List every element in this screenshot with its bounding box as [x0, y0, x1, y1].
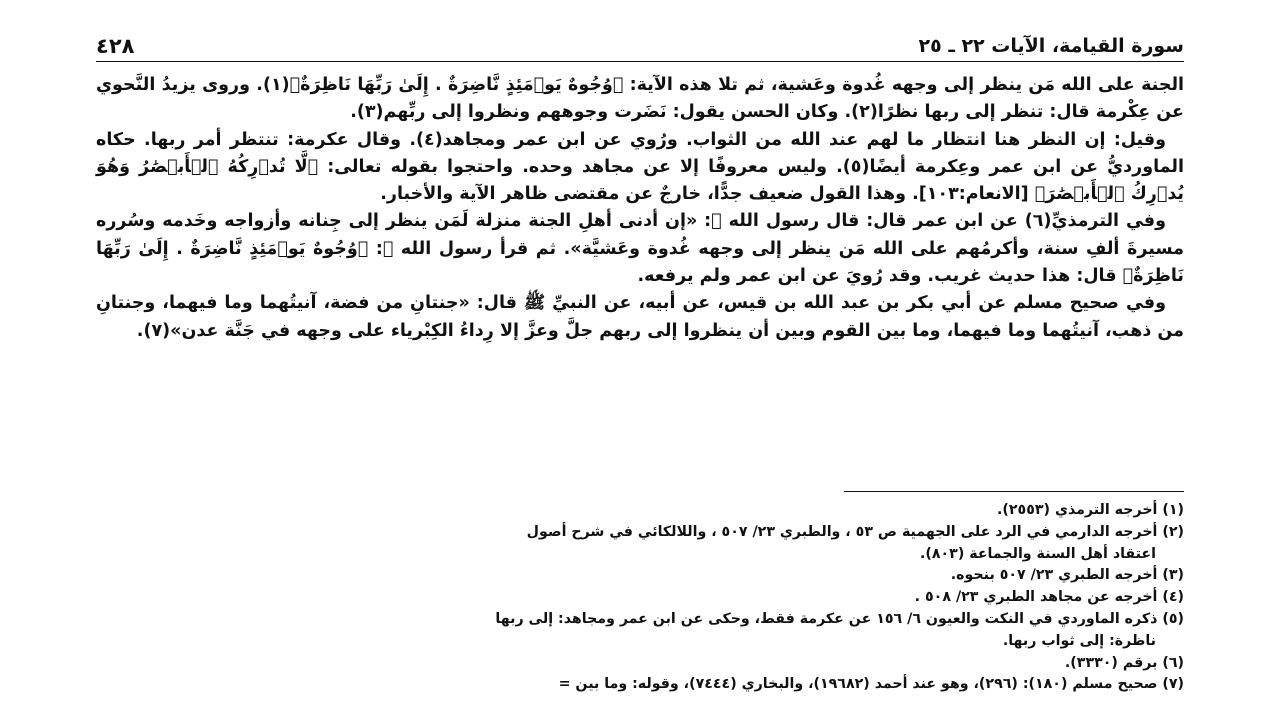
main-text [96, 72, 1184, 345]
footnote-1: (١) أخرجه الترمذي (٢٥٥٣). [997, 502, 1184, 518]
book-page [96, 34, 1184, 718]
header-divider [96, 61, 1184, 62]
footnote-2-continued: اعتقاد أهل السنة والجماعة (٨٠٣). [919, 545, 1156, 562]
page-header [96, 34, 1184, 60]
footnote-3: (٣) أخرجه الطبري ٢٣/ ٥٠٧ بنحوه. [950, 567, 1184, 584]
footnote-6: (٦) برقم (٣٣٣٠). [1064, 654, 1184, 671]
paragraph-2: وقيل: إن النظر هنا انتظار ما لهم عند الله من الثواب. ورُوي عن ابن عمر ومجاهد(٤). وقال عكرمة: تنتظر أمر ربها. حكاه الماورديُّ عن ابن عمر وعِكرمة أيضًا(٥). وليس معروفًا إلا عن مجاهد وحده. واحتجوا بقوله تعالى: ﴿لَّا تُدۡرِكُهُ ٱلۡأَبۡصَٰرُ وَهُوَ يُدۡرِكُ ٱلۡأَبۡصَٰرَ﴾ [الانعام:١٠٣]. وهذا القول ضعيف جدًّا، خارجٌ عن مقتضى ظاهر الآية والأخبار. [96, 129, 1184, 205]
page-number: ٤٢٨ [96, 34, 135, 58]
footnote-5-continued: ناظرة: إلى ثواب ربها. [1002, 632, 1156, 649]
paragraph-1: الجنة على الله مَن ينظر إلى وجهه غُدوة وعَشية، ثم تلا هذه الآية: ﴿وُجُوهٌ يَوۡمَئِذٍ نَّاضِرَةٌ . إِلَىٰ رَبِّهَا نَاظِرَةٌ﴾(١). وروى يزيدُ النَّحوي عن عِكْرمة قال: تنظر إلى ربها نظرًا(٢). وكان الحسن يقول: نَضَرت وجوههم ونظروا إلى ربِّهم(٣). [96, 75, 1185, 123]
surah-title: سورة القيامة، الآيات ٢٢ ـ ٢٥ [918, 35, 1184, 57]
footnotes-divider [844, 491, 1184, 492]
footnote-7: (٧) صحيح مسلم (١٨٠): (٢٩٦)، وهو عند أحمد (١٩٦٨٢)، والبخاري (٧٤٤٤)، وقوله: وما بين = [558, 676, 1184, 693]
footnote-2: (٢) أخرجه الدارمي في الرد على الجهمية ص ٥٣ ، والطبري ٢٣/ ٥٠٧ ، واللالكائي في شرح أصول [526, 523, 1184, 540]
footnote-4: (٤) أخرجه عن مجاهد الطبري ٢٣/ ٥٠٨ . [914, 589, 1184, 606]
paragraph-3: وفي الترمذيِّ(٦) عن ابن عمر قال: قال رسول الله ﷺ: «إن أدنى أهلِ الجنة منزلة لَمَن ينظر إلى جِنانه وأزواجه وخَدمه وسُرره مسيرةَ ألفِ سنة، وأكرمُهم على الله مَن ينظر إلى وجهه غُدوة وعَشيَّة». ثم قرأ رسول الله ﷺ: ﴿وُجُوهٌ يَوۡمَئِذٍ نَّاضِرَةٌ . إِلَىٰ رَبِّهَا نَاظِرَةٌ﴾ قال: هذا حديث غريب. وقد رُويَ عن ابن عمر ولم يرفعه. [96, 211, 1184, 287]
paragraph-4: وفي صحيح مسلم عن أبي بكر بن عبد الله بن قيس، عن أبيه، عن النبيِّ ﷺ قال: «جنتانِ من فضة، آنيتُهما وما فيهما، وجنتانِ من ذهب، آنيتُهما وما فيهما، وما بين القوم وبين أن ينظروا إلى ربهم جلَّ وعزَّ إلا رِداءُ الكِبْرياء على وجهه في جَنَّة عدن»(٧). [96, 293, 1184, 341]
footnote-5: (٥) ذكره الماوردي في النكت والعيون ٦/ ١٥٦ عن عكرمة فقط، وحكى عن ابن عمر ومجاهد: إلى ربها [495, 610, 1184, 627]
footnotes [96, 500, 1184, 696]
